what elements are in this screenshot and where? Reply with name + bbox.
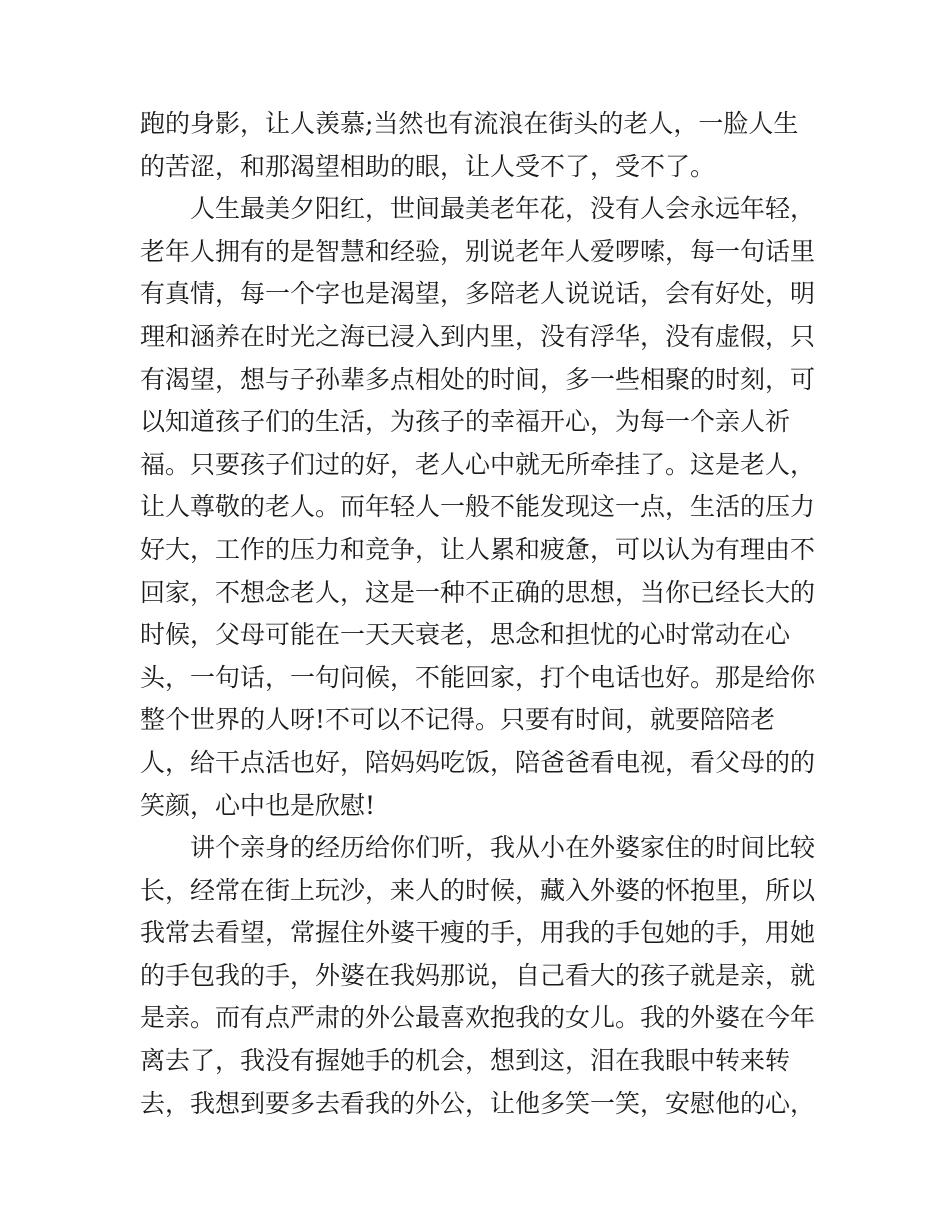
text-line: 时候，父母可能在一天天衰老，思念和担忧的心时常动在心 <box>140 620 791 650</box>
text-line: 有真情，每一个字也是渴望，多陪老人说说话，会有好处，明 <box>140 279 816 309</box>
text-line: 笑颜，心中也是欣慰! <box>140 790 376 820</box>
text-line: 理和涵养在时光之海已浸入到内里，没有浮华，没有虚假，只 <box>140 321 816 351</box>
text-line: 福。只要孩子们过的好，老人心中就无所牵挂了。这是老人， <box>140 449 816 479</box>
body-text <box>140 103 820 1125</box>
text-line: 长，经常在街上玩沙，来人的时候，藏入外婆的怀抱里，所以 <box>140 875 816 905</box>
text-line: 头，一句话，一句问候，不能回家，打个电话也好。那是给你 <box>140 662 816 692</box>
text-line: 让人尊敬的老人。而年轻人一般不能发现这一点，生活的压力 <box>140 492 816 522</box>
text-line: 的手包我的手，外婆在我妈那说，自己看大的孩子就是亲，就 <box>140 960 816 990</box>
text-line: 我常去看望，常握住外婆干瘦的手，用我的手包她的手，用她 <box>140 918 816 948</box>
paragraph-first-line: 人生最美夕阳红，世间最美老年花，没有人会永远年轻， <box>190 194 816 224</box>
text-line: 去，我想到要多去看我的外公，让他多笑一笑，安慰他的心， <box>140 1088 816 1118</box>
text-line: 回家，不想念老人，这是一种不正确的思想，当你已经长大的 <box>140 577 816 607</box>
text-line: 是亲。而有点严肃的外公最喜欢抱我的女儿。我的外婆在今年 <box>140 1003 816 1033</box>
paragraph-first-line: 讲个亲身的经历给你们听，我从小在外婆家住的时间比较 <box>190 833 816 863</box>
text-line: 以知道孩子们的生活，为孩子的幸福开心，为每一个亲人祈 <box>140 407 791 437</box>
text-line: 人，给干点活也好，陪妈妈吃饭，陪爸爸看电视，看父母的的 <box>140 747 816 777</box>
text-line: 有渴望，想与子孙辈多点相处的时间，多一些相聚的时刻，可 <box>140 364 816 394</box>
text-line: 好大，工作的压力和竞争，让人累和疲惫，可以认为有理由不 <box>140 534 816 564</box>
text-line: 整个世界的人呀!不可以不记得。只要有时间，就要陪陪老 <box>140 705 776 735</box>
text-line: 的苦涩，和那渴望相助的眼，让人受不了，受不了。 <box>140 151 716 181</box>
text-line: 离去了，我没有握她手的机会，想到这，泪在我眼中转来转 <box>140 1046 791 1076</box>
text-line: 老年人拥有的是智慧和经验，别说老年人爱啰嗦，每一句话里 <box>140 236 816 266</box>
text-line: 跑的身影，让人羡慕;当然也有流浪在街头的老人，一脸人生 <box>140 109 799 138</box>
